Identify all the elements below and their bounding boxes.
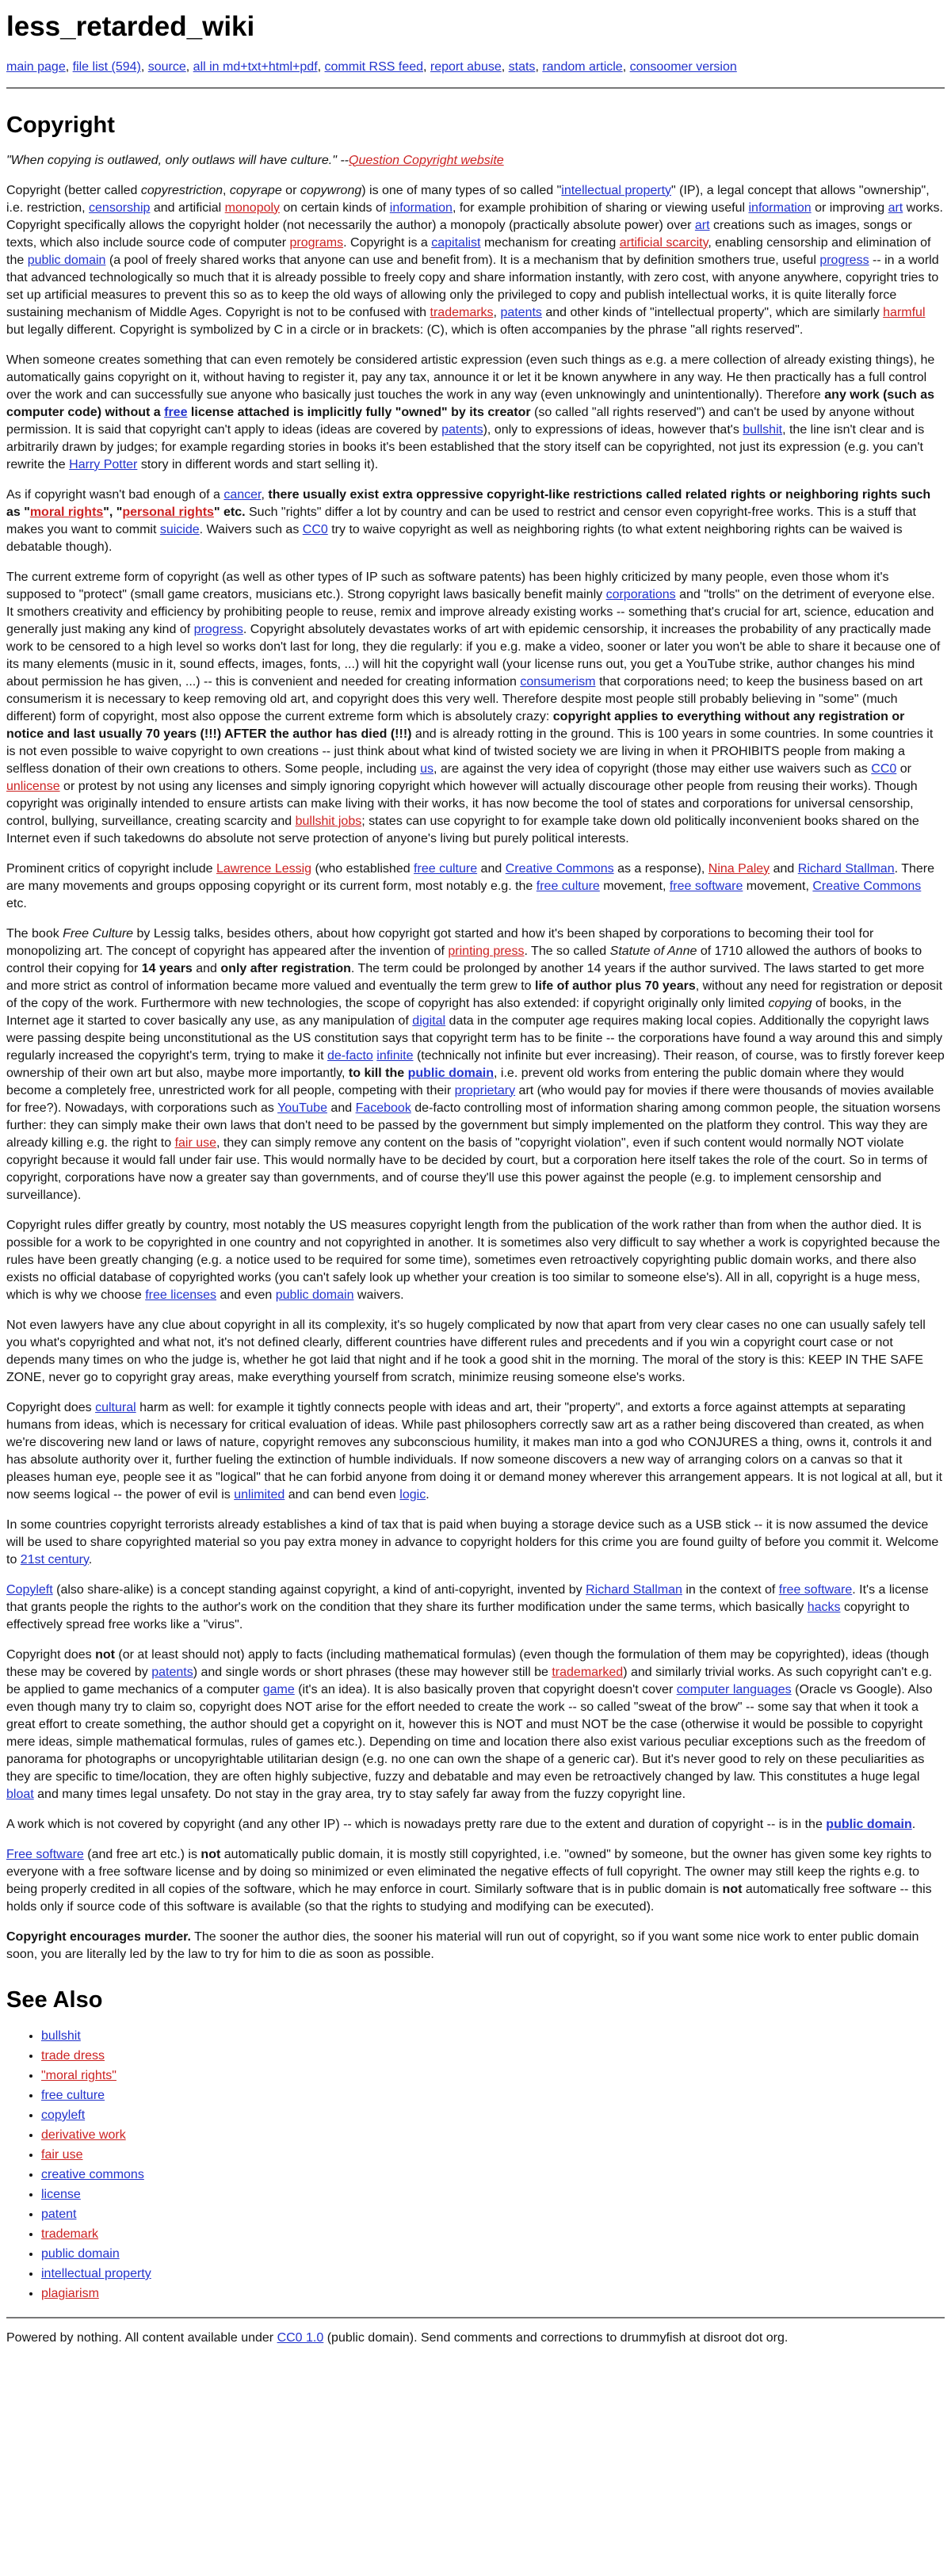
text-run: Powered by nothing. All content available under xyxy=(6,2330,277,2345)
list-item xyxy=(41,2226,945,2243)
para-cultural-harm xyxy=(6,1399,945,1504)
text-run: and is already rotting in the ground. This is 100 years in some countries. In some countries it is not even possible to waive copyright to own creations -- just think about what kind of twisted society we are living in when it PROHIBITS people from making a selfless donation of their own creations to others. Some people, including xyxy=(6,727,934,776)
text-run: only after registration xyxy=(220,961,351,975)
text-run: and "trolls" on the detriment of everyone else. It smothers creativity and efficiency by prohibiting people to reuse, remix and improve already existing works -- something that's crucial for art, science, education and generally just making any kind of xyxy=(6,587,935,636)
link-consumerism[interactable]: consumerism xyxy=(520,674,596,689)
text-run: The current extreme form of copyright (as well as other types of IP such as software patents) has been highly criticized by many people, even those whom it's supposed to "protect" (small game creators, musicians etc.). Strong copyright laws basically benefit mainly xyxy=(6,570,889,601)
text-run: . The so called xyxy=(524,944,610,958)
link-cc0[interactable]: CC0 xyxy=(871,761,897,776)
link-moral-rights[interactable]: moral rights xyxy=(29,505,104,519)
text-run: of 1710 allowed the authors of books to control their copying for xyxy=(6,944,922,975)
text-run: and can bend even xyxy=(285,1487,400,1502)
text-run: art (who would pay for movies if there were thousands of movies available for free?). Nowadays, with corporations such as xyxy=(6,1083,934,1115)
text-run: copyright applies to everything without any registration or notice and last usually 70 years (!!!) AFTER the author has died (!!!) xyxy=(6,709,905,741)
text-run: ; states can use copyright to for example take down old politically inconvenient books shared on the Internet even if such takedowns do absolute not serve protection of anyone's living but purely political interests. xyxy=(6,814,919,845)
link-patents[interactable]: patents xyxy=(151,1665,193,1679)
link-bullshit[interactable]: bullshit xyxy=(743,422,783,437)
link-cc0-1-0[interactable]: CC0 1.0 xyxy=(277,2330,324,2345)
link-cc0[interactable]: CC0 xyxy=(302,522,328,536)
text-run: license attached is implicitly fully "owned" by its creator xyxy=(187,405,531,419)
text-run: Such "rights" differ a lot by country and can be used to restrict and censor even copyright-free works. This is a stuff that makes you want to commit xyxy=(6,505,916,536)
text-run: . Waivers such as xyxy=(199,522,303,536)
text-run: (or at least should not) apply to facts (including mathematical formulas) (even though the formulation of them may be copyrighted), ideas (though these may be covered by xyxy=(6,1647,930,1679)
text-run: 14 years xyxy=(141,961,193,975)
list-item xyxy=(41,2246,945,2263)
link-information[interactable]: information xyxy=(748,200,812,215)
text-run: , for example prohibition of sharing or viewing useful xyxy=(452,200,749,215)
see-also-link-derivative-work[interactable]: derivative work xyxy=(41,2128,126,2142)
text-run: When someone creates something that can even remotely be considered artistic expression (even such things as e.g. a mere collection of already existing things), he automatically gains copyright on it, without having to register it, pay any tax, announce it or let it be known anywhere in any way. He then practically has a full control over the work and can successfully sue anyone who basically just touches the work in any way (even unknowingly and unintentionally). Therefore xyxy=(6,353,935,402)
text-run: not xyxy=(722,1882,743,1896)
link-bullshit-jobs[interactable]: bullshit jobs xyxy=(295,814,362,828)
text-run: or improving xyxy=(811,200,888,215)
see-also-link-trademark[interactable]: trademark xyxy=(41,2227,99,2241)
text-run: (Oracle vs Google). Also even though many try to claim so, copyright does NOT arise for the effort needed to create the work -- so called "sweat of the brow" -- some say that when it took a great effort to create something, the author should get a copyright on it, however this is NOT and must NOT be the case (otherwise it would be possible to copyright mere ideas, simple mathematical formulas, rules of games etc.). Depending on time and location there also exist various peculiar exceptions such as the freedom of panorama for photographs or uncopyrightable utilitarian design (e.g. no one can own the shape of a generic car). But it's never good to rely on these peculiarities as they are specific to time/location, they are often highly subjective, fuzzy and debatable and may even be retroactively changed by law. This constitutes a huge legal xyxy=(6,1682,933,1784)
text-run: story in different words and start selling it). xyxy=(137,457,379,471)
link-copyleft[interactable]: Copyleft xyxy=(6,1582,53,1597)
link-free-software[interactable]: Free software xyxy=(6,1847,84,1861)
page-header xyxy=(6,11,945,89)
link-computer-languages[interactable]: computer languages xyxy=(676,1682,792,1696)
see-also-link-bullshit[interactable]: bullshit xyxy=(41,2028,81,2043)
text-run: movement, xyxy=(599,879,670,893)
quote xyxy=(6,152,945,170)
see-also-list xyxy=(6,2028,945,2303)
para-critics xyxy=(6,861,945,913)
link-printing-press[interactable]: printing press xyxy=(448,944,525,958)
nav-link-main-page[interactable]: main page xyxy=(6,60,66,74)
page-footer xyxy=(6,2317,945,2347)
link-public-domain[interactable]: public domain xyxy=(275,1288,354,1302)
link-us[interactable]: us xyxy=(420,761,433,776)
text-run: copying xyxy=(768,996,812,1010)
text-run: data in the computer age requires making local copies. Additionally the copyright laws were passing despite being unconstitutional as the US constitution says that copyright term has to be finite -- the corporations have found a way around this and simply regularly increased the copyright's term, trying to make it xyxy=(6,1013,943,1063)
para-storage-tax xyxy=(6,1517,945,1569)
link-nina-paley[interactable]: Nina Paley xyxy=(708,861,770,876)
link-programs[interactable]: programs xyxy=(289,235,344,250)
link-creative-commons[interactable]: Creative Commons xyxy=(812,879,922,893)
para-free-culture-book xyxy=(6,925,945,1204)
text-run: any work (such as computer code) without a xyxy=(6,387,934,419)
text-run: ", " xyxy=(103,505,123,519)
link-censorship[interactable]: censorship xyxy=(89,200,151,215)
text-run: The sooner the author dies, the sooner his material will run out of copyright, so if you want some nice work to enter public domain soon, you are literally led by the law to try for him to die as soon as possible. xyxy=(6,1929,919,1961)
text-run: . There are many movements and groups opposing copyright or its current form, most notably e.g. the xyxy=(6,861,934,893)
text-run: that corporations need; to keep the business based on art consumerism it is necessary to keep removing old art, and copyright does this very well. Therefore despite most people still probably believing in "some" (much different) form of copyright, most also oppose the current extreme form which is absolutely crazy: xyxy=(6,674,923,723)
link-patents[interactable]: patents xyxy=(500,305,542,319)
top-nav: main page, file list (594), source, all in md+txt+html+pdf, commit RSS feed, report abuse, stats, random article, consoomer version xyxy=(6,60,737,74)
text-run: ) and single words or short phrases (these may however still be xyxy=(193,1665,552,1679)
link-youtube[interactable]: YouTube xyxy=(277,1101,327,1115)
link-monopoly[interactable]: monopoly xyxy=(224,200,281,215)
link-21st-century[interactable]: 21st century xyxy=(20,1552,89,1567)
text-run: Free Culture xyxy=(63,926,134,941)
text-run: mechanism for creating xyxy=(480,235,620,250)
text-run: ), only to expressions of ideas, however that's xyxy=(483,422,743,437)
link-personal-rights[interactable]: personal rights xyxy=(122,505,214,519)
list-item xyxy=(41,2265,945,2283)
text-run: as a response), xyxy=(613,861,708,876)
text-run: or xyxy=(281,183,300,197)
nav-link-consoomer-version[interactable]: consoomer version xyxy=(629,60,737,74)
link-logic[interactable]: logic xyxy=(399,1487,426,1502)
text-run: Copyright does xyxy=(6,1647,96,1662)
link-de-facto[interactable]: de-facto xyxy=(327,1048,373,1063)
link-free-licenses[interactable]: free licenses xyxy=(145,1288,217,1302)
see-also-link-moral-rights[interactable]: "moral rights" xyxy=(41,2068,116,2082)
link-question-copyright-website[interactable]: Question Copyright website xyxy=(349,153,504,167)
link-facebook[interactable]: Facebook xyxy=(355,1101,411,1115)
link-progress[interactable]: progress xyxy=(193,622,243,636)
wiki-title: less_retarded_wiki xyxy=(6,11,255,42)
text-run: life of author plus 70 years xyxy=(535,979,696,993)
link-richard-stallman[interactable]: Richard Stallman xyxy=(586,1582,682,1597)
nav-link-all-in-md-txt-html-pdf[interactable]: all in md+txt+html+pdf xyxy=(193,60,318,74)
link-bloat[interactable]: bloat xyxy=(6,1787,34,1801)
link-lawrence-lessig[interactable]: Lawrence Lessig xyxy=(216,861,312,876)
text-run: Copyright (better called xyxy=(6,183,141,197)
text-run: A work which is not covered by copyright (and any other IP) -- which is nowadays pretty rare due to the extent and duration of copyright -- is in the xyxy=(6,1817,827,1831)
text-run: (who established xyxy=(311,861,414,876)
text-run: creations such as images, songs or texts, which also include source code of computer xyxy=(6,218,912,250)
text-run: (also share-alike) is a concept standing against copyright, a kind of anti-copyright, invented by xyxy=(52,1582,586,1597)
text-run: there usually exist extra oppressive copyright-like restrictions called related rights or neighboring rights such as " xyxy=(6,487,931,519)
link-patents[interactable]: patents xyxy=(441,422,483,437)
text-run: . The term could be prolonged by another 14 years if the author survived. The laws started to get more and more strict as control of information became more valued and eventually the term grew to xyxy=(6,961,925,993)
see-also-link-plagiarism[interactable]: plagiarism xyxy=(41,2286,99,2300)
article xyxy=(6,113,945,2303)
see-also-heading: See Also xyxy=(6,1986,103,2013)
see-also-link-license[interactable]: license xyxy=(41,2187,81,2201)
see-also-link-patent[interactable]: patent xyxy=(41,2207,77,2221)
see-also-link-creative-commons[interactable]: creative commons xyxy=(41,2167,144,2181)
see-also-link-public-domain[interactable]: public domain xyxy=(41,2246,120,2261)
text-run: , without any need for registration or deposit of the copy of the work. Furthermore with new technologies, the scope of copyright has also extended: if copyright originally only limited xyxy=(6,979,943,1010)
para-murder xyxy=(6,1929,945,1963)
footer-divider xyxy=(6,2317,945,2318)
text-run: on certain kinds of xyxy=(280,200,390,215)
para-exclusions xyxy=(6,1647,945,1803)
text-run: (so called "all rights reserved") and can't be used by anyone without permission. It is said that copyright can't apply to ideas (ideas are covered by xyxy=(6,405,915,437)
text-run: and even xyxy=(216,1288,276,1302)
para-public-domain xyxy=(6,1816,945,1834)
text-run: " (IP), a legal concept that allows "ownership", i.e. restriction, xyxy=(6,183,930,215)
text-run: Prominent critics of copyright include xyxy=(6,861,216,876)
text-run: and many times legal unsafety. Do not stay in the gray area, try to stay safely far away from the fuzzy copyright line. xyxy=(33,1787,686,1801)
text-run: automatically free software -- this holds only if source code of this software is available (so that the rights to studying and modifying can be executed). xyxy=(6,1882,932,1914)
text-run: . Copyright absolutely devastates works of art with epidemic censorship, it increases the probability of any practically made work to be censored to a high level so works don't last for long, they die regularly: if you e.g. make a video, sooner or later you won't be able to share it because one of its many elements (music in it, sound effects, images, fonts, ...) will hit the copyright wall (your license runs out, you get a YouTube strike, author changes his mind about permission he has given, ...) -- this is convenient and needed for creating information xyxy=(6,622,941,689)
link-harry-potter[interactable]: Harry Potter xyxy=(69,457,138,471)
link-trademarked[interactable]: trademarked xyxy=(552,1665,624,1679)
text-run: de-facto controlling most of information sharing among common people, the situation worsens further: they can simply make their own laws that don't need to be passed by the government but simply implemented on the platform they control. This way they are already killing e.g. the right to xyxy=(6,1101,941,1150)
text-run: not xyxy=(201,1847,221,1861)
link-art[interactable]: art xyxy=(694,218,710,232)
text-run: Not even lawyers have any clue about copyright in all its complexity, it's so hugely complicated by now that apart from very clear cases no one can usually safely tell you what's copyrighted and what not, it's not defined clearly, different countries have different rules and precedents and if you win a copyright court case or not depends many times on who the judge is, whether he got laid that night and if he took a good shit in the morning. The moral of the story is this: KEEP IN THE SAFE ZONE, never go to copyright gray areas, make everything yourself from scratch, minimize reusing someone else's works. xyxy=(6,1318,926,1384)
list-item xyxy=(41,2206,945,2223)
link-free-culture[interactable]: free culture xyxy=(414,861,478,876)
text-run: (and free art etc.) is xyxy=(83,1847,201,1861)
see-also-link-copyleft[interactable]: copyleft xyxy=(41,2108,86,2122)
text-run: and xyxy=(192,961,221,975)
text-run: Copyright rules differ greatly by country, most notably the US measures copyright length from the publication of the work rather than from when the author died. It is possible for a work to be copyrighted in one country and not copyrighted in another. It is sometimes also very difficult to say whether a work is copyrighted because the rules have been greatly changing (e.g. a notice used to be required for some time), sometimes even retroactively copyrighting public domain works, and there also exists no official database of copyrighted works (you can't safely look up whether your creation is too similar to someone else's). All in all, copyright is a huge mess, which is why we choose xyxy=(6,1218,941,1302)
link-corporations[interactable]: corporations xyxy=(605,587,676,601)
text-run: , xyxy=(493,305,501,319)
text-run: works. Copyright specifically allows the copyright holder (not necessarily the author) a monopoly (practically absolute power) over xyxy=(6,200,943,232)
text-run: and other kinds of "intellectual property", which are similarly xyxy=(541,305,884,319)
link-proprietary[interactable]: proprietary xyxy=(454,1083,516,1097)
link-free-software[interactable]: free software xyxy=(669,879,743,893)
list-item xyxy=(41,2107,945,2124)
text-run: copyright to effectively spread free works like a "virus". xyxy=(6,1600,910,1631)
text-run: or protest by not using any licenses and simply ignoring copyright which however will actually discourage other people from reusing their works). Though copyright was originally intended to ensure artists can make living with their works, it has now become the tool of states and corporations for universal censorship, control, bullying, surveillance, creating scarcity and xyxy=(6,779,918,828)
text-run: "When copying is outlawed, only outlaws will have culture." -- xyxy=(6,153,349,167)
text-run: but legally different. Copyright is symbolized by C in a circle or in brackets: (C), which is often accompanies by the phrase "all rights reserved". xyxy=(6,322,804,337)
list-item xyxy=(41,2166,945,2184)
text-run: ) and similarly trivial works. As such copyright can't e.g. be applied to game mechanics of a computer xyxy=(6,1665,933,1696)
text-run: automatically public domain, it is mostly still copyrighted, i.e. "owned" by someone, but the owner has given some key rights to everyone with a free software license and by doing so minimized or even eliminated the negative effects of full copyright. The owner may still keep the rights e.g. to being properly credited in all copies of the software, which he may enforce in court. Similarly software that is in public domain is xyxy=(6,1847,932,1896)
text-run: ) is one of many types of so called " xyxy=(361,183,562,197)
link-free-software[interactable]: free software xyxy=(778,1582,853,1597)
link-trademarks[interactable]: trademarks xyxy=(430,305,494,319)
article-paragraphs xyxy=(6,152,945,1963)
text-run: (technically not infinite but ever increasing). Their reason, of course, was to firstly forever keep ownership of their own art but also, maybe more importantly, xyxy=(6,1048,945,1080)
link-art[interactable]: art xyxy=(888,200,903,215)
text-run: in the context of xyxy=(682,1582,779,1597)
text-run: As if copyright wasn't bad enough of a xyxy=(6,487,224,502)
link-artificial-scarcity[interactable]: artificial scarcity xyxy=(619,235,708,250)
link-infinite[interactable]: infinite xyxy=(376,1048,414,1063)
see-also-link-free-culture[interactable]: free culture xyxy=(41,2088,105,2102)
list-item xyxy=(41,2047,945,2065)
list-item xyxy=(41,2127,945,2144)
text-run: , enabling censorship and elimination of the xyxy=(6,235,931,267)
text-run: and xyxy=(477,861,506,876)
text-run: , are against the very idea of copyright (those may either use waivers such as xyxy=(433,761,872,776)
link-unlimited[interactable]: unlimited xyxy=(234,1487,285,1502)
text-run: Copyright encourages murder. xyxy=(6,1929,191,1944)
nav-link-file-list-594[interactable]: file list (594) xyxy=(72,60,141,74)
text-run: copywrong xyxy=(300,183,362,197)
text-run: by Lessig talks, besides others, about how copyright got started and how it's been shaped by corporations to becoming their tool for monopolizing art. The concept of copyright has appeared after the invention of xyxy=(6,926,874,958)
para-copyleft xyxy=(6,1582,945,1634)
text-run: to kill the xyxy=(348,1066,408,1080)
nav-link-random-article[interactable]: random article xyxy=(542,60,623,74)
link-capitalist[interactable]: capitalist xyxy=(431,235,481,250)
list-item xyxy=(41,2087,945,2105)
text-run: -- in a world that advanced technologically so much that it is already possible to freely copy and share information instantly, with zero cost, with anyone anywhere, copyright tries to set up artificial measures to prevent this so as to keep the old ways of allowing only the privileged to copy and publish intellectual works, it is quite literally force sustaining mechanism of Middle Ages. Copyright is not to be confused with xyxy=(6,253,939,319)
text-run: or xyxy=(896,761,911,776)
nav-link-source[interactable]: source xyxy=(147,60,186,74)
text-run: not xyxy=(95,1647,115,1662)
text-run: , xyxy=(223,183,230,197)
text-run: movement, xyxy=(743,879,813,893)
nav-link-commit-rss-feed[interactable]: commit RSS feed xyxy=(324,60,424,74)
text-run: , xyxy=(261,487,269,502)
text-run: (it's an idea). It is also basically proven that copyright doesn't cover xyxy=(294,1682,677,1696)
see-also-link-intellectual-property[interactable]: intellectual property xyxy=(41,2266,151,2280)
text-run: try to waive copyright as well as neighboring rights (to what extent neighboring rights can be waived is debatable though). xyxy=(6,522,903,554)
text-run: . xyxy=(88,1552,93,1567)
text-run: . xyxy=(426,1487,430,1502)
link-suicide[interactable]: suicide xyxy=(159,522,200,536)
para-automatic-copyright xyxy=(6,352,945,474)
text-run: The book xyxy=(6,926,63,941)
text-run: waivers. xyxy=(353,1288,404,1302)
text-run: copyrape xyxy=(229,183,282,197)
text-run: In some countries copyright terrorists already establishes a kind of tax that is paid when buying a storage device such as a USB stick -- it is now assumed the device will be used to share copyrighted material so you pay extra money in advance to copyright holders for this crime you are found guilty of before you commit it. Welcome to xyxy=(6,1517,939,1567)
list-item xyxy=(41,2067,945,2085)
text-run: . xyxy=(911,1817,916,1831)
footer-text xyxy=(6,2330,945,2347)
text-run: , they can simply remove any content on the basis of "copyright violation", even if such content would normally NOT violate copyright because it would fall under fair use. This would normally have to be decided by court, but a corporation here itself takes the role of the court. So in terms of copyright, corporations have now a greater say than governments, and of course they'll use this power against the people (e.g. to implement censorship and surveillance). xyxy=(6,1135,928,1202)
link-digital[interactable]: digital xyxy=(412,1013,446,1028)
link-public-domain[interactable]: public domain xyxy=(826,1817,912,1831)
text-run: and xyxy=(770,861,798,876)
nav-link-report-abuse[interactable]: report abuse xyxy=(430,60,502,74)
list-item xyxy=(41,2186,945,2204)
text-run: Copyright does xyxy=(6,1400,96,1414)
nav-link-stats[interactable]: stats xyxy=(508,60,536,74)
link-free[interactable]: free xyxy=(164,405,188,419)
link-harmful[interactable]: harmful xyxy=(883,305,926,319)
link-fair-use[interactable]: fair use xyxy=(174,1135,217,1150)
para-country-differences xyxy=(6,1217,945,1304)
text-run: . It's a license that grants people the rights to the author's work on the condition that they share its further modification under the same terms, which basically xyxy=(6,1582,929,1614)
header-divider xyxy=(6,87,945,89)
text-run: , i.e. prevent old works from entering the public domain where they would become a completely free, unrestricted work for all people, competing with their xyxy=(6,1066,904,1097)
text-run: harm as well: for example it tightly connects people with ideas and art, their "property", and extorts a force against attempts at separating humans from ideas, which is necessary for critical evaluation of ideas. While past philosophers correctly saw art as a rather being discovered than created, as when we're discovering new land or laws of nature, copyright removes any subconscious humility, it makes man into a god who CONJURES a thing, owns it, controls it and has absolute authority over it, further fueling the extinction of humble individuals. If now someone discovers a new way of arranging colors on a canvas so that it pleases human eye, people see it as "logical" that he can forbid anyone from doing it or demand money wherever this arrangement appears. It is not logical at all, but it now seems logical -- the power of evil is xyxy=(6,1400,942,1502)
link-creative-commons[interactable]: Creative Commons xyxy=(505,861,614,876)
link-information[interactable]: information xyxy=(389,200,453,215)
text-run: and artificial xyxy=(150,200,225,215)
para-lawyers xyxy=(6,1317,945,1387)
list-item xyxy=(41,2147,945,2164)
text-run: of books, in the Internet age it started to cover basically any use, as any manipulation of xyxy=(6,996,902,1028)
text-run: " etc. xyxy=(213,505,246,519)
text-run: Statute of Anne xyxy=(609,944,697,958)
text-run: (a pool of freely shared works that anyone can use and benefit from). It is a mechanism that by definition smothers true, useful xyxy=(105,253,820,267)
link-game[interactable]: game xyxy=(262,1682,295,1696)
list-item xyxy=(41,2285,945,2303)
link-intellectual-property[interactable]: intellectual property xyxy=(561,183,672,197)
text-run: etc. xyxy=(6,896,27,910)
link-hacks[interactable]: hacks xyxy=(807,1600,841,1614)
text-run: copyrestriction xyxy=(140,183,223,197)
text-run: (public domain). Send comments and corrections to drummyfish at disroot dot org. xyxy=(323,2330,789,2345)
link-public-domain[interactable]: public domain xyxy=(407,1066,495,1080)
para-intro xyxy=(6,182,945,339)
link-cultural[interactable]: cultural xyxy=(95,1400,136,1414)
link-free-culture[interactable]: free culture xyxy=(536,879,600,893)
link-unlicense[interactable]: unlicense xyxy=(6,779,60,793)
see-also-link-fair-use[interactable]: fair use xyxy=(41,2147,83,2162)
link-public-domain[interactable]: public domain xyxy=(27,253,106,267)
link-richard-stallman[interactable]: Richard Stallman xyxy=(797,861,895,876)
list-item xyxy=(41,2028,945,2045)
link-cancer[interactable]: cancer xyxy=(223,487,262,502)
para-neighboring-rights xyxy=(6,487,945,556)
article-title: Copyright xyxy=(6,113,115,139)
text-run: , the line isn't clear and is arbitrarily drawn by judges; for example regarding stories in books it's been established that the story itself can be copyrighted, not just its expression (e.g. you can't rewrite the xyxy=(6,422,925,471)
para-free-software xyxy=(6,1846,945,1916)
link-progress[interactable]: progress xyxy=(819,253,869,267)
para-extreme-form xyxy=(6,569,945,848)
text-run: and xyxy=(327,1101,356,1115)
see-also-link-trade-dress[interactable]: trade dress xyxy=(41,2048,105,2063)
text-run: . Copyright is a xyxy=(343,235,432,250)
